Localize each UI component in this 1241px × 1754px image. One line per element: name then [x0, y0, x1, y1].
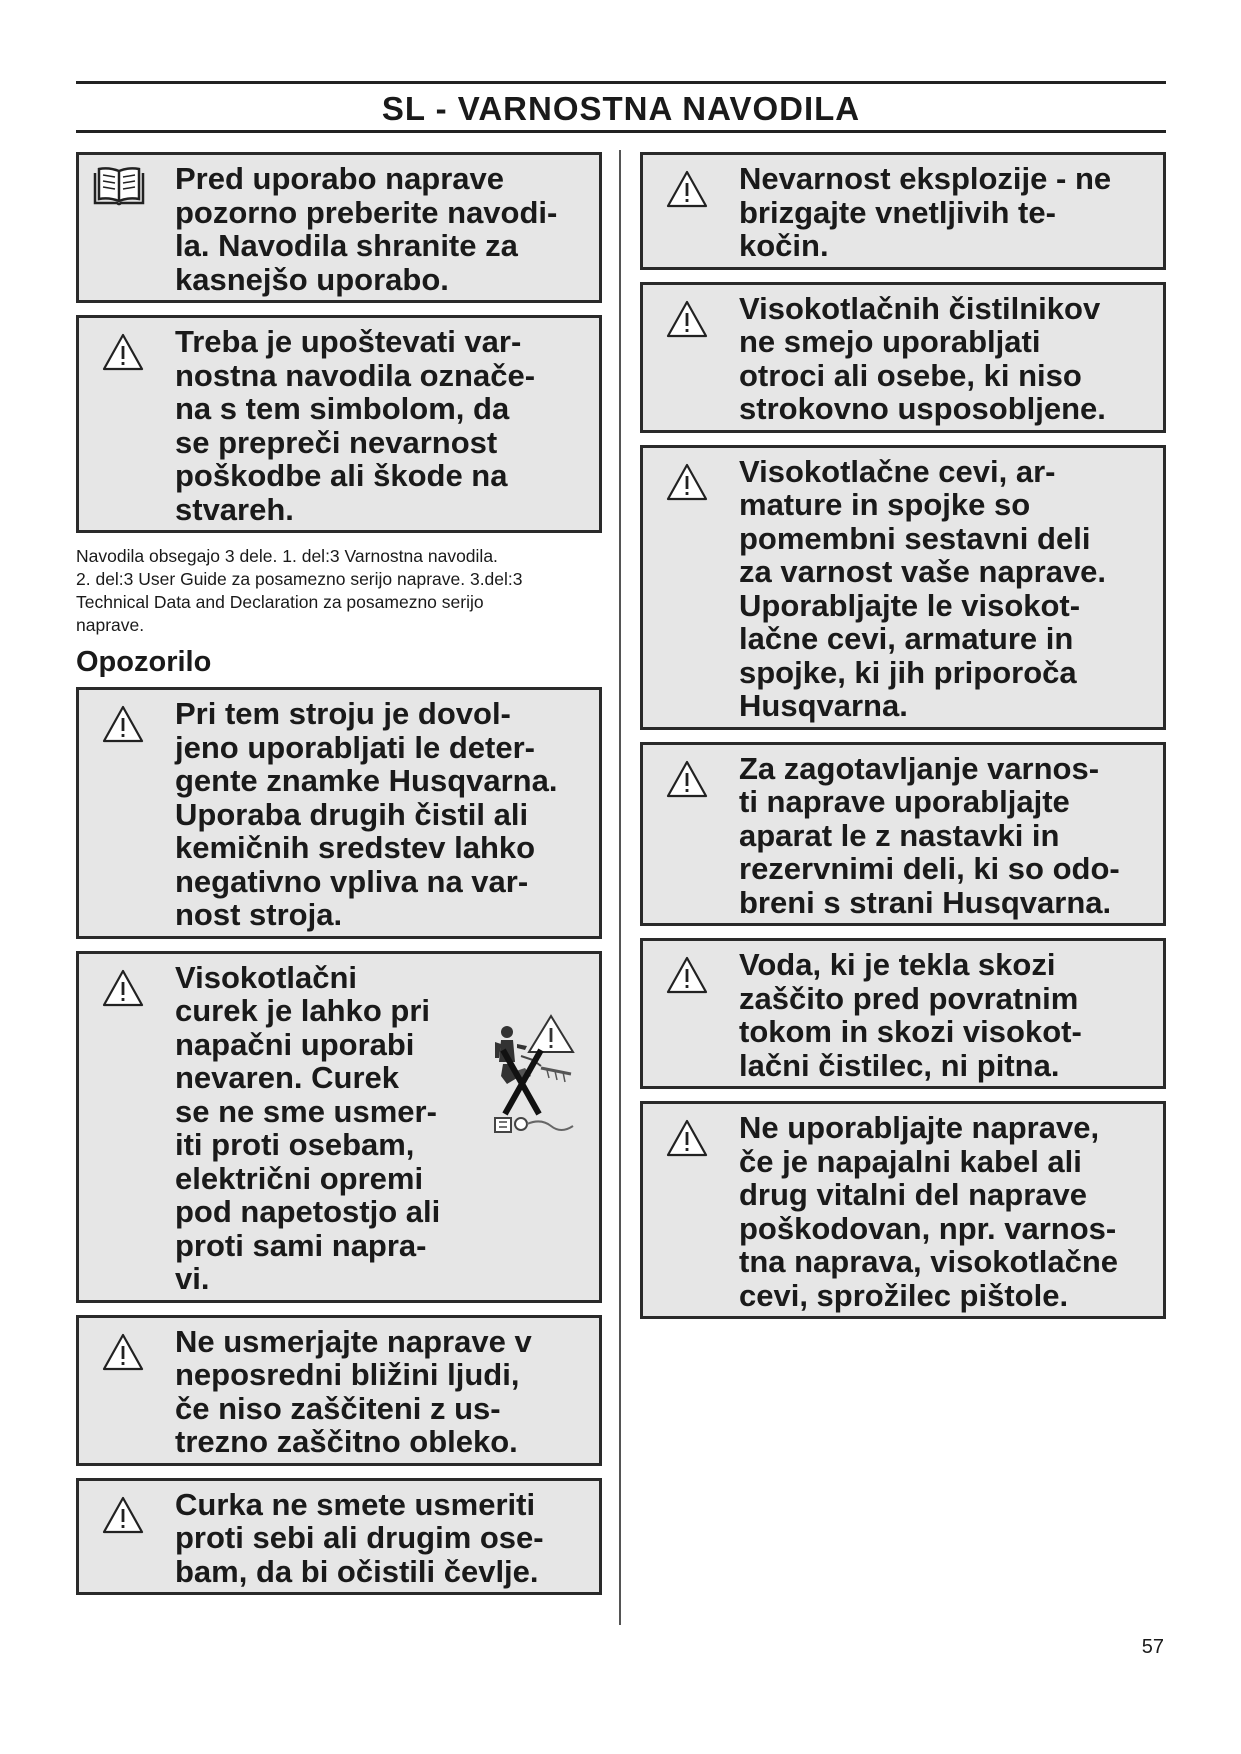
- warning-heading: Opozorilo: [76, 646, 212, 678]
- page-title: SL - VARNOSTNA NAVODILA: [381, 90, 861, 127]
- warning-box-water: [640, 938, 1166, 1089]
- no-spraying-people-pictogram-icon: [491, 1014, 577, 1159]
- warning-box-detergents: [76, 687, 602, 939]
- warning-text: Nevarnost eksplozije - ne brizgajte vnetljivih te- kočin.: [739, 161, 1112, 263]
- symbol-explanation-text: Treba je upoštevati var- nostna navodila označe- na s tem simbolom, da se prepreči nevarnost poškodbe ali škode na stvareh.: [175, 324, 536, 527]
- warning-text: Ne uporabljajte naprave, če je napajalni kabel ali drug vitalni del naprave poškodovan, npr. varnos- tna naprava, visokotlačne cevi, sprožilec pištole.: [739, 1110, 1119, 1313]
- warning-text: Za zagotavljanje varnos- ti naprave uporabljajte aparat le z nastavki in rezervnimi deli, ki so odo- breni s strani Husqvarna.: [739, 750, 1120, 920]
- warning-text: Voda, ki je tekla skozi zaščito pred povratnim tokom in skozi visokot- lačni čistilec, ni pitna.: [739, 947, 1082, 1083]
- read-manual-text: Pred uporabo naprave pozorno preberite navodi- la. Navodila shranite za kasnejšo uporabo.: [175, 161, 558, 297]
- symbol-explanation-box: [76, 315, 602, 533]
- warning-box-shoes: [76, 1478, 602, 1596]
- warning-text: Curka ne smete usmeriti proti sebi ali drugim ose- bam, da bi očistili čevlje.: [175, 1486, 544, 1589]
- warning-triangle-icon: [665, 462, 709, 507]
- top-rule: [76, 81, 1166, 84]
- warning-triangle-icon: [101, 704, 145, 749]
- warning-text: Pri tem stroju je dovol- jeno uporabljati le deter- gente znamke Husqvarna. Uporaba drugih čistil ali kemičnih sredstev lahko negativno vpliva na var- nost stroja.: [175, 696, 558, 932]
- title-underline: [76, 130, 1166, 133]
- warning-box-spare-parts: [640, 742, 1166, 927]
- warning-box-hoses: [640, 445, 1166, 730]
- warning-triangle-icon: [101, 1495, 145, 1540]
- column-divider: [619, 150, 621, 1625]
- warning-text: Visokotlačnih čistilnikov ne smejo uporabljati otroci ali osebe, ki niso strokovno usposobljene.: [739, 290, 1106, 426]
- warning-box-jet: [76, 951, 602, 1303]
- page-number: 57: [1141, 1636, 1164, 1658]
- book-icon: [91, 165, 147, 214]
- warning-text: Visokotlačne cevi, ar- mature in spojke so pomembni sestavni deli za varnost vaše naprave. Uporabljajte le visokot- lačne cevi, armature in spojke, ki jih priporoča Husqvarna.: [739, 453, 1107, 723]
- warning-triangle-icon: [665, 759, 709, 804]
- warning-triangle-icon: [665, 169, 709, 214]
- warning-triangle-icon: [101, 968, 145, 1013]
- warning-box-people: [76, 1315, 602, 1466]
- warning-triangle-icon: [665, 955, 709, 1000]
- warning-triangle-icon: [101, 332, 145, 377]
- manual-parts-note: Navodila obsegajo 3 dele. 1. del:3 Varnostna navodila. 2. del:3 User Guide za posamezno serijo naprave. 3.del:3 Technical Data and Declaration za posamezno serijo naprave.: [76, 546, 523, 635]
- warning-triangle-icon: [665, 299, 709, 344]
- warning-box-explosion: [640, 152, 1166, 270]
- warning-triangle-icon: [101, 1332, 145, 1377]
- left-column: [76, 152, 602, 1607]
- warning-box-damaged-cable: [640, 1101, 1166, 1319]
- warning-triangle-icon: [665, 1118, 709, 1163]
- right-column: [640, 152, 1166, 1331]
- warning-text: Ne usmerjajte naprave v neposredni bližini ljudi, če niso zaščiteni z us- trezno zaščitno obleko.: [175, 1323, 532, 1459]
- warning-box-children: [640, 282, 1166, 433]
- read-manual-box: [76, 152, 602, 303]
- warning-text: Visokotlačni curek je lahko pri napačni uporabi nevaren. Curek se ne sme usmer- iti proti osebam, električni opremi pod napetostjo ali proti sami napra- vi.: [175, 959, 441, 1296]
